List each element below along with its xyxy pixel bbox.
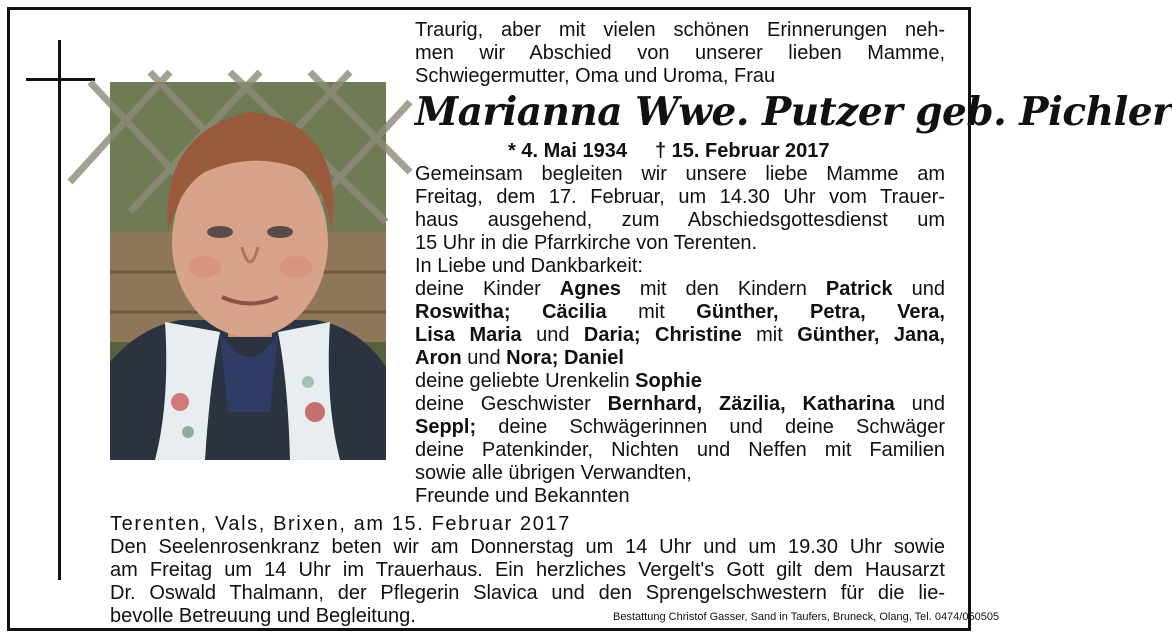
mourners-line-1: deine Kinder Agnes mit den Kindern Patrick und bbox=[415, 278, 945, 300]
service-line-4: 15 Uhr in die Pfarrkirche von Terenten. bbox=[415, 232, 758, 254]
closing-line-4: bevolle Betreuung und Begleitung. bbox=[110, 605, 416, 627]
mourners-line-2: Roswitha; Cäcilia mit Günther, Petra, Vera, bbox=[415, 301, 945, 323]
portrait-photo bbox=[110, 82, 386, 460]
closing-line-3: Dr. Oswald Thalmann, der Pflegerin Slavica und den Sprengelschwestern für die lie- bbox=[110, 582, 945, 604]
death-date: † 15. Februar 2017 bbox=[654, 140, 830, 162]
deceased-name: Marianna Wwe. Putzer geb. Pichler bbox=[415, 89, 1172, 135]
mourners-intro: In Liebe und Dankbarkeit: bbox=[415, 255, 643, 277]
intro-line-3: Schwiegermutter, Oma und Uroma, Frau bbox=[415, 65, 776, 87]
mourners-line-10: Freunde und Bekannten bbox=[415, 485, 630, 507]
funeral-home-credit: Bestattung Christof Gasser, Sand in Taufers, Bruneck, Olang, Tel. 0474/050505 bbox=[613, 611, 1000, 623]
life-dates bbox=[508, 140, 830, 163]
intro-line-2: men wir Abschied von unserer lieben Mamme, bbox=[415, 42, 945, 64]
place-date: Terenten, Vals, Brixen, am 15. Februar 2017 bbox=[110, 513, 571, 535]
closing-line-2: am Freitag um 14 Uhr im Trauerhaus. Ein herzliches Vergelt's Gott gilt dem Hausarzt bbox=[110, 559, 945, 581]
cross-icon bbox=[58, 40, 61, 580]
mourners-line-3: Lisa Maria und Daria; Christine mit Günther, Jana, bbox=[415, 324, 945, 346]
mourners-line-7: Seppl; deine Schwägerinnen und deine Schwäger bbox=[415, 416, 945, 438]
mourners-line-8: deine Patenkinder, Nichten und Neffen mit Familien bbox=[415, 439, 945, 461]
intro-line-1: Traurig, aber mit vielen schönen Erinnerungen neh- bbox=[415, 19, 945, 41]
cross-icon-bar bbox=[26, 78, 95, 81]
mourners-line-5: deine geliebte Urenkelin Sophie bbox=[415, 370, 702, 392]
closing-line-1: Den Seelenrosenkranz beten wir am Donnerstag um 14 Uhr und um 19.30 Uhr sowie bbox=[110, 536, 945, 558]
service-line-2: Freitag, dem 17. Februar, um 14.30 Uhr vom Trauer- bbox=[415, 186, 945, 208]
mourners-line-6: deine Geschwister Bernhard, Zäzilia, Katharina und bbox=[415, 393, 946, 415]
mourners-line-4: Aron und Nora; Daniel bbox=[415, 347, 624, 369]
birth-date: * 4. Mai 1934 bbox=[508, 140, 627, 162]
service-line-1: Gemeinsam begleiten wir unsere liebe Mamme am bbox=[415, 163, 945, 185]
mourners-line-9: sowie alle übrigen Verwandten, bbox=[415, 462, 692, 484]
service-line-3: haus ausgehend, zum Abschiedsgottesdienst um bbox=[415, 209, 945, 231]
